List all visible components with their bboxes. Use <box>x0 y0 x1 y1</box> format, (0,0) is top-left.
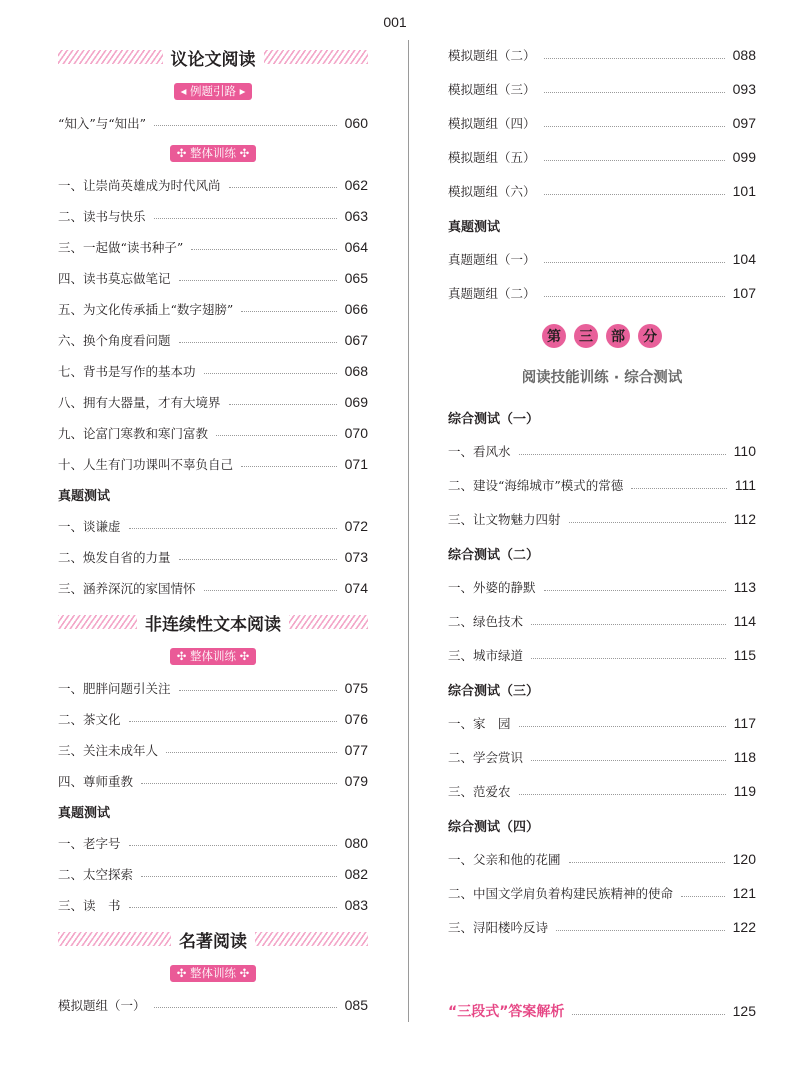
entry-page: 085 <box>344 996 368 1013</box>
toc-entry[interactable] <box>58 169 368 200</box>
entry-page: 070 <box>344 424 368 441</box>
entry-title: 模拟题组（五） <box>448 150 536 165</box>
toc-entry[interactable] <box>58 572 368 603</box>
entry-page: 110 <box>733 443 756 459</box>
entry-title: 三、城市绿道 <box>448 648 524 663</box>
entry-title: 真题题组（二） <box>448 286 536 301</box>
leader-dots <box>216 435 337 436</box>
toc-entry[interactable] <box>448 38 756 72</box>
entry-title: 十、人生有门功课叫不辜负自己 <box>58 456 234 472</box>
entry-title: 模拟题组（四） <box>448 116 536 131</box>
toc-entry[interactable] <box>58 510 368 541</box>
leader-dots <box>631 488 726 489</box>
toc-entry[interactable] <box>448 638 756 672</box>
entry-page: 076 <box>344 710 368 727</box>
section-header <box>58 38 368 76</box>
part-heading-char: 三 <box>574 324 598 348</box>
leader-dots <box>556 930 725 931</box>
leader-dots <box>569 522 726 523</box>
decorative-stripes <box>289 615 368 629</box>
entry-page: 077 <box>344 741 368 758</box>
entry-title: 二、中国文学肩负着构建民族精神的使命 <box>448 886 674 901</box>
entry-title: 一、家 园 <box>448 716 511 731</box>
leader-dots <box>544 160 725 161</box>
entry-page: 080 <box>344 834 368 851</box>
entry-title: 三、浔阳楼吟反诗 <box>448 920 549 935</box>
leader-dots <box>531 760 726 761</box>
toc-entry[interactable] <box>58 293 368 324</box>
leader-dots <box>544 126 725 127</box>
entry-page: 083 <box>344 896 368 913</box>
toc-entry[interactable] <box>448 740 756 774</box>
entry-page: 125 <box>732 1003 756 1019</box>
entry-title: 八、拥有大器量，才有大境界 <box>58 394 221 410</box>
entry-title: 一、谈谦虚 <box>58 518 121 534</box>
toc-entry[interactable] <box>448 910 756 944</box>
toc-entry[interactable] <box>58 231 368 262</box>
entry-title: 五、为文化传承插上“数字翅膀” <box>58 301 234 317</box>
leader-dots <box>531 658 726 659</box>
entry-title: 二、焕发自省的力量 <box>58 549 171 565</box>
entry-title: 二、茶文化 <box>58 711 121 727</box>
entry-page: 064 <box>344 238 368 255</box>
toc-entry[interactable] <box>58 989 368 1020</box>
entry-title: 九、论富门寒教和寒门富教 <box>58 425 209 441</box>
entry-page: 117 <box>733 715 756 731</box>
leader-dots <box>129 907 337 908</box>
toc-entry[interactable] <box>58 734 368 765</box>
toc-entry[interactable] <box>58 703 368 734</box>
entry-title: 四、读书莫忘做笔记 <box>58 270 171 286</box>
entry-title: 一、老字号 <box>58 835 121 851</box>
left-column <box>58 38 368 1020</box>
entry-page: 062 <box>344 176 368 193</box>
entry-page: 104 <box>732 251 756 267</box>
leader-dots <box>681 896 725 897</box>
toc-entry[interactable] <box>58 827 368 858</box>
toc-entry[interactable] <box>58 889 368 920</box>
leader-dots <box>544 92 725 93</box>
entry-title: 一、肥胖问题引关注 <box>58 680 171 696</box>
decorative-stripes <box>255 932 368 946</box>
entry-page: 063 <box>344 207 368 224</box>
entry-page: 118 <box>733 749 756 765</box>
subsection-heading: 综合测试（二） <box>448 547 540 563</box>
leader-dots <box>166 752 337 753</box>
answer-key-entry[interactable] <box>448 996 756 1026</box>
leader-dots <box>544 262 725 263</box>
toc-entry[interactable] <box>58 448 368 479</box>
entry-page: 060 <box>344 114 368 131</box>
entry-title: “知入”与“知出” <box>58 115 147 131</box>
entry-page: 115 <box>733 647 756 663</box>
toc-entry[interactable] <box>448 434 756 468</box>
section-title: 非连续性文本阅读 <box>145 614 281 635</box>
part-heading <box>448 316 756 356</box>
entry-title: 三、一起做“读书种子” <box>58 239 184 255</box>
entry-title: 二、学会赏识 <box>448 750 524 765</box>
toc-entry[interactable] <box>448 106 756 140</box>
entry-page: 067 <box>344 331 368 348</box>
leader-dots <box>141 783 337 784</box>
entry-title: 一、外婆的静默 <box>448 580 536 595</box>
decorative-stripes <box>58 50 163 64</box>
entry-title: 真题题组（一） <box>448 252 536 267</box>
leader-dots <box>129 845 337 846</box>
entry-title: 六、换个角度看问题 <box>58 332 171 348</box>
entry-title: 三、让文物魅力四射 <box>448 512 561 527</box>
leader-dots <box>572 1014 724 1015</box>
leader-dots <box>129 528 337 529</box>
toc-entry[interactable] <box>58 200 368 231</box>
subsection-heading: 综合测试（一） <box>448 411 540 427</box>
toc-entry[interactable] <box>448 706 756 740</box>
leader-dots <box>519 794 726 795</box>
entry-title: 模拟题组（二） <box>448 48 536 63</box>
entry-page: 074 <box>344 579 368 596</box>
leader-dots <box>204 590 337 591</box>
entry-title: 三、涵养深沉的家国情怀 <box>58 580 196 596</box>
entry-title: 模拟题组（一） <box>58 997 146 1013</box>
toc-entry[interactable] <box>58 672 368 703</box>
leader-dots <box>154 125 337 126</box>
entry-title: 四、尊师重教 <box>58 773 134 789</box>
leader-dots <box>531 624 726 625</box>
toc-entry[interactable] <box>58 858 368 889</box>
entry-page: 066 <box>344 300 368 317</box>
entry-title: 七、背书是写作的基本功 <box>58 363 196 379</box>
entry-title: “三段式”答案解析 <box>448 1004 565 1020</box>
entry-title: 一、让崇尚英雄成为时代风尚 <box>58 177 221 193</box>
toc-entry[interactable] <box>58 107 368 138</box>
page-number: 001 <box>383 14 407 30</box>
part-heading-char: 分 <box>638 324 662 348</box>
leader-dots <box>229 404 337 405</box>
toc-entry[interactable] <box>448 570 756 604</box>
toc-entry[interactable] <box>448 774 756 808</box>
entry-page: 121 <box>732 885 756 901</box>
toc-entry[interactable] <box>448 174 756 208</box>
leader-dots <box>191 249 336 250</box>
entry-page: 119 <box>733 783 756 799</box>
part-heading-char: 第 <box>542 324 566 348</box>
entry-page: 069 <box>344 393 368 410</box>
section-header <box>58 920 368 958</box>
subsection-heading: 真题测试 <box>58 806 111 821</box>
entry-page: 075 <box>344 679 368 696</box>
entry-page: 120 <box>732 851 756 867</box>
leader-dots <box>519 454 726 455</box>
entry-page: 099 <box>732 149 756 165</box>
right-column <box>448 38 756 944</box>
entry-page: 097 <box>732 115 756 131</box>
leader-dots <box>204 373 337 374</box>
entry-page: 112 <box>733 511 756 527</box>
leader-dots <box>154 218 337 219</box>
entry-page: 071 <box>344 455 368 472</box>
leader-dots <box>544 58 725 59</box>
leader-dots <box>179 280 337 281</box>
entry-title: 二、建设“海绵城市”模式的常德 <box>448 478 624 493</box>
decorative-stripes <box>58 615 137 629</box>
entry-page: 079 <box>344 772 368 789</box>
entry-page: 065 <box>344 269 368 286</box>
subsection-heading: 真题测试 <box>58 489 111 504</box>
entry-title: 二、绿色技术 <box>448 614 524 629</box>
leader-dots <box>229 187 337 188</box>
entry-title: 三、读 书 <box>58 897 121 913</box>
decorative-stripes <box>264 50 369 64</box>
entry-title: 一、看风水 <box>448 444 511 459</box>
category-badge: ✣ 整体训练 ✣ <box>170 965 257 982</box>
subsection-heading: 综合测试（三） <box>448 683 540 699</box>
category-badge: ✣ 整体训练 ✣ <box>170 145 257 162</box>
entry-page: 072 <box>344 517 368 534</box>
leader-dots <box>179 559 337 560</box>
entry-page: 114 <box>733 613 756 629</box>
entry-page: 101 <box>732 183 756 199</box>
entry-page: 107 <box>732 285 756 301</box>
toc-entry[interactable] <box>58 324 368 355</box>
toc-entry[interactable] <box>58 541 368 572</box>
toc-entry[interactable] <box>58 355 368 386</box>
leader-dots <box>544 194 725 195</box>
toc-entry[interactable] <box>448 468 756 502</box>
entry-page: 113 <box>733 579 756 595</box>
toc-entry[interactable] <box>448 876 756 910</box>
toc-entry[interactable] <box>448 276 756 310</box>
section-title: 名著阅读 <box>179 931 247 952</box>
leader-dots <box>569 862 725 863</box>
leader-dots <box>179 342 337 343</box>
part-heading-char: 部 <box>606 324 630 348</box>
entry-page: 111 <box>734 477 756 493</box>
toc-entry[interactable] <box>58 262 368 293</box>
entry-page: 093 <box>732 81 756 97</box>
subsection-heading: 综合测试（四） <box>448 819 540 835</box>
toc-entry[interactable] <box>448 842 756 876</box>
toc-entry[interactable] <box>448 502 756 536</box>
toc-entry[interactable] <box>58 386 368 417</box>
subsection-heading: 真题测试 <box>448 219 501 235</box>
entry-page: 073 <box>344 548 368 565</box>
leader-dots <box>241 311 336 312</box>
category-badge: ◂ 例题引路 ▸ <box>174 83 253 100</box>
toc-entry[interactable] <box>448 242 756 276</box>
entry-title: 一、父亲和他的花圃 <box>448 852 561 867</box>
entry-title: 模拟题组（三） <box>448 82 536 97</box>
entry-title: 二、读书与快乐 <box>58 208 146 224</box>
leader-dots <box>154 1007 337 1008</box>
category-badge: ✣ 整体训练 ✣ <box>170 648 257 665</box>
leader-dots <box>544 296 725 297</box>
leader-dots <box>141 876 337 877</box>
entry-title: 三、关注未成年人 <box>58 742 159 758</box>
toc-entry[interactable] <box>448 72 756 106</box>
decorative-stripes <box>58 932 171 946</box>
column-divider <box>408 40 409 1022</box>
section-header <box>58 603 368 641</box>
leader-dots <box>519 726 726 727</box>
leader-dots <box>179 690 337 691</box>
entry-page: 122 <box>732 919 756 935</box>
entry-title: 二、太空探索 <box>58 866 134 882</box>
entry-page: 068 <box>344 362 368 379</box>
leader-dots <box>129 721 337 722</box>
leader-dots <box>544 590 726 591</box>
entry-title: 三、范爱农 <box>448 784 511 799</box>
toc-entry[interactable] <box>448 140 756 174</box>
part-subtitle: 阅读技能训练 · 综合测试 <box>521 370 683 386</box>
entry-page: 088 <box>732 47 756 63</box>
entry-page: 082 <box>344 865 368 882</box>
entry-title: 模拟题组（六） <box>448 184 536 199</box>
section-title: 议论文阅读 <box>170 49 256 70</box>
toc-entry[interactable] <box>58 417 368 448</box>
toc-entry[interactable] <box>58 765 368 796</box>
leader-dots <box>241 466 337 467</box>
toc-entry[interactable] <box>448 604 756 638</box>
